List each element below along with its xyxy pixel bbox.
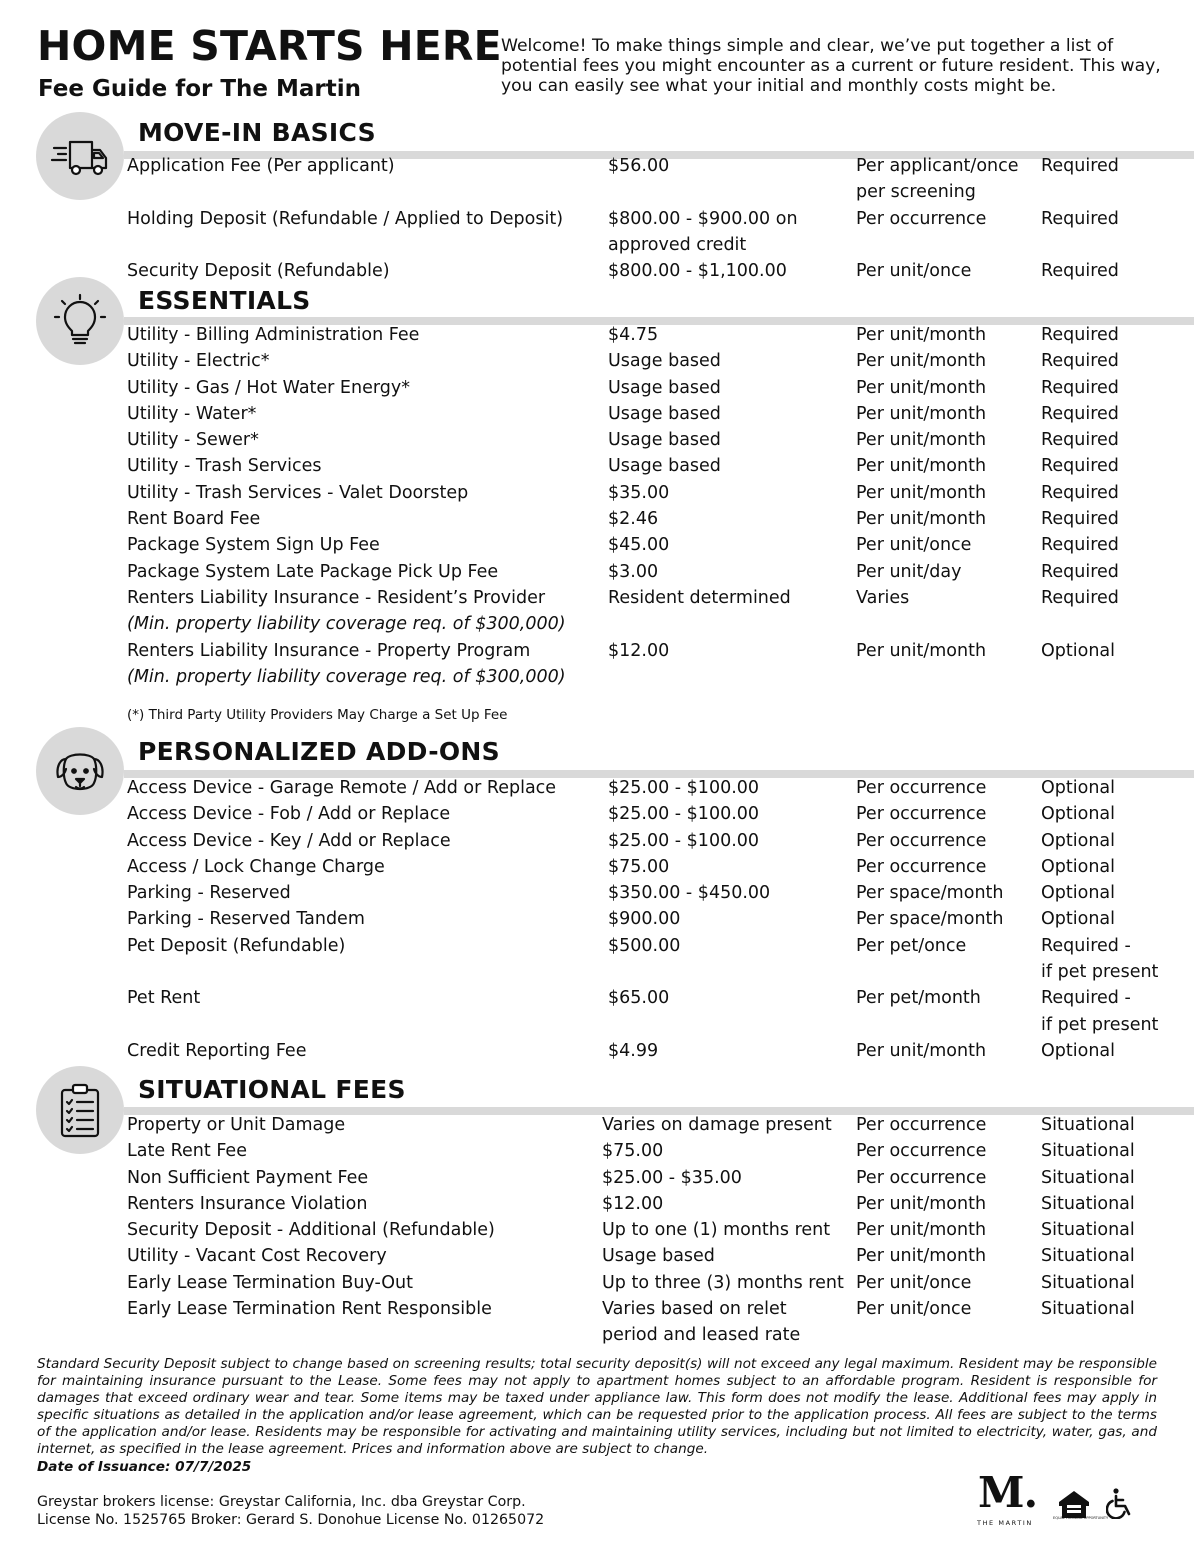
- fee-amount: $65.00: [608, 988, 670, 1009]
- fee-frequency: Per space/month: [856, 883, 1004, 904]
- fee-table-add-ons: [0, 775, 1194, 1064]
- fee-name: Renters Insurance Violation: [127, 1193, 368, 1214]
- fee-name: Utility - Gas / Hot Water Energy*: [127, 377, 410, 398]
- fee-note: (Min. property liability coverage req. of $300,000): [127, 614, 566, 635]
- fee-frequency: Per unit/once: [856, 535, 972, 556]
- table-row: [0, 1038, 1194, 1064]
- table-row: [0, 933, 1194, 986]
- table-row: [0, 401, 1194, 427]
- fee-table-essentials: [0, 322, 1194, 690]
- fee-requirement: Required: [1041, 587, 1119, 608]
- fee-frequency: Per unit/month: [856, 1220, 987, 1241]
- fee-name: Pet Rent: [127, 988, 201, 1009]
- fee-requirement: Optional: [1041, 856, 1115, 877]
- fee-name: Rent Board Fee: [127, 509, 261, 530]
- fee-name: Security Deposit - Additional (Refundable): [127, 1220, 495, 1241]
- fee-requirement: Required: [1041, 509, 1119, 530]
- table-row: [0, 1243, 1194, 1269]
- fee-requirement: Situational: [1041, 1141, 1135, 1162]
- fee-requirement: Required: [1041, 261, 1119, 282]
- fee-name: Holding Deposit (Refundable / Applied to Deposit): [127, 208, 564, 229]
- fee-name: Renters Liability Insurance - Resident’s Provider: [127, 587, 546, 608]
- fee-frequency: Per unit/month: [856, 482, 987, 503]
- fee-name: Property or Unit Damage: [127, 1115, 346, 1135]
- table-row: [0, 1217, 1194, 1243]
- fee-amount: $800.00 - $1,100.00: [608, 261, 787, 282]
- fee-name: Early Lease Termination Rent Responsible: [127, 1299, 492, 1320]
- fee-requirement: Required: [1041, 430, 1119, 451]
- fee-amount: $350.00 - $450.00: [608, 883, 771, 904]
- fee-requirement: Required: [1041, 156, 1119, 176]
- fee-requirement: Situational: [1041, 1193, 1135, 1214]
- fee-requirement: Required: [1041, 377, 1119, 398]
- fee-amount: Varies on damage present: [602, 1115, 832, 1135]
- table-row: [0, 506, 1194, 532]
- table-row: [0, 453, 1194, 479]
- fee-amount: $500.00: [608, 935, 681, 956]
- table-row: [0, 258, 1194, 284]
- fee-requirement: Required - if pet present: [1041, 935, 1159, 983]
- fee-frequency: Per occurrence: [856, 1141, 987, 1162]
- wheelchair-accessible-icon: [1106, 1487, 1136, 1519]
- issuance-date: Date of Issuance: 07/7/2025: [37, 1459, 252, 1475]
- table-row: [0, 532, 1194, 558]
- fee-amount: Usage based: [608, 456, 721, 477]
- page-subtitle: Fee Guide for The Martin: [38, 76, 362, 102]
- fee-requirement: Optional: [1041, 778, 1115, 798]
- fee-name: Application Fee (Per applicant): [127, 156, 395, 176]
- fee-name: Parking - Reserved: [127, 883, 291, 904]
- fee-table-situational: [0, 1112, 1194, 1349]
- fee-name: Utility - Sewer*: [127, 430, 259, 451]
- fee-amount: Usage based: [608, 403, 721, 424]
- fee-frequency: Per unit/month: [856, 509, 987, 530]
- fee-name: Early Lease Termination Buy-Out: [127, 1272, 413, 1293]
- fee-frequency: Per space/month: [856, 909, 1004, 930]
- table-row: [0, 375, 1194, 401]
- table-row: [0, 153, 1194, 206]
- fee-requirement: Optional: [1041, 830, 1115, 851]
- fee-amount: Resident determined: [608, 587, 791, 608]
- the-martin-logo: M.: [978, 1468, 1038, 1517]
- fee-amount: Usage based: [608, 430, 721, 451]
- the-martin-logo-caption: THE MARTIN: [977, 1519, 1033, 1527]
- fee-name: Package System Late Package Pick Up Fee: [127, 561, 499, 582]
- fee-amount: $800.00 - $900.00 on approved credit: [608, 208, 798, 255]
- fee-amount: $25.00 - $100.00: [608, 804, 760, 825]
- fee-frequency: Per unit/month: [856, 1193, 987, 1214]
- fee-frequency: Per unit/month: [856, 325, 987, 345]
- table-row: [0, 206, 1194, 259]
- legal-disclaimer: Standard Security Deposit subject to change based on screening results; total security deposit(s) will not exceed any legal maximum. Resident may be responsible for maintaining insurance pursuant to the Lease. Some fees may not apply to apartment homes subject to an affordable program. Resident is responsible for damages that exceed ordinary wear and tear. Some items may be taxed under appliance law. This form does not modify the lease. Additional fees may apply in specific situations as detailed in the application and/or lease agreement, which can be requested prior to the application process. All fees are subject to the terms of the application and/or lease. Residents may be responsible for activating and maintaining utility services, including but not limited to electricity, water, gas, and internet, as specified in the lease agreement. Prices and information above are subject to change.: [37, 1356, 1157, 1457]
- fee-amount: Up to three (3) months rent: [602, 1272, 844, 1293]
- section-title: SITUATIONAL FEES: [138, 1075, 406, 1104]
- table-row: [0, 427, 1194, 453]
- fee-name: Late Rent Fee: [127, 1141, 247, 1162]
- fee-amount: Varies based on relet period and leased rate: [602, 1299, 801, 1346]
- fee-requirement: Optional: [1041, 640, 1115, 661]
- fee-amount: $900.00: [608, 909, 681, 930]
- fee-name: Access / Lock Change Charge: [127, 856, 385, 877]
- table-row: [0, 880, 1194, 906]
- fee-frequency: Per unit/month: [856, 1246, 987, 1267]
- fee-frequency: Per unit/month: [856, 351, 987, 372]
- fee-name: Package System Sign Up Fee: [127, 535, 380, 556]
- table-row: [0, 854, 1194, 880]
- table-row: [0, 1296, 1194, 1349]
- table-row: [0, 585, 1194, 638]
- table-row: [0, 1112, 1194, 1138]
- fee-requirement: Required: [1041, 351, 1119, 372]
- fee-frequency: Per occurrence: [856, 856, 987, 877]
- fee-amount: $4.99: [608, 1040, 659, 1061]
- fee-name: Utility - Water*: [127, 403, 257, 424]
- fee-name: Utility - Trash Services - Valet Doorstep: [127, 482, 469, 503]
- fee-frequency: Per unit/month: [856, 403, 987, 424]
- fee-amount: $45.00: [608, 535, 670, 556]
- table-row: [0, 480, 1194, 506]
- fee-frequency: Per unit/month: [856, 456, 987, 477]
- fee-name: Utility - Trash Services: [127, 456, 322, 477]
- fee-frequency: Per unit/day: [856, 561, 962, 582]
- fee-name: Access Device - Key / Add or Replace: [127, 830, 451, 851]
- fee-frequency: Per unit/month: [856, 377, 987, 398]
- fee-requirement: Situational: [1041, 1167, 1135, 1188]
- fee-requirement: Required: [1041, 561, 1119, 582]
- fee-requirement: Situational: [1041, 1272, 1135, 1293]
- fee-requirement: Required: [1041, 208, 1119, 229]
- fee-frequency: Per unit/once: [856, 1272, 972, 1293]
- table-row: [0, 1270, 1194, 1296]
- table-row: [0, 1165, 1194, 1191]
- fee-name: Access Device - Garage Remote / Add or Replace: [127, 778, 557, 798]
- fee-amount: Usage based: [608, 351, 721, 372]
- fee-name: Renters Liability Insurance - Property Program: [127, 640, 531, 661]
- fee-amount: Usage based: [608, 377, 721, 398]
- fee-requirement: Required: [1041, 482, 1119, 503]
- intro-text: Welcome! To make things simple and clear, we’ve put together a list of potential fees you might encounter as a current or future resident. This way, you can easily see what your initial and monthly costs might be.: [501, 36, 1161, 96]
- fee-frequency: Per pet/month: [856, 988, 981, 1009]
- table-row: [0, 638, 1194, 691]
- fee-requirement: Required: [1041, 456, 1119, 477]
- table-row: [0, 322, 1194, 348]
- utility-footnote: (*) Third Party Utility Providers May Charge a Set Up Fee: [127, 707, 508, 723]
- fee-name: Credit Reporting Fee: [127, 1040, 307, 1061]
- fee-requirement: Required: [1041, 403, 1119, 424]
- section-title: ESSENTIALS: [138, 286, 311, 315]
- broker-license: Greystar brokers license: Greystar California, Inc. dba Greystar Corp. License No. 1525765 Broker: Gerard S. Donohue License No. 01265072: [37, 1494, 545, 1528]
- fee-requirement: Required: [1041, 535, 1119, 556]
- page-title: HOME STARTS HERE: [37, 22, 502, 70]
- fee-frequency: Per occurrence: [856, 804, 987, 825]
- fee-name: Utility - Electric*: [127, 351, 270, 372]
- equal-housing-caption: EQUAL HOUSING OPPORTUNITY: [1053, 1516, 1109, 1520]
- fee-frequency: Per applicant/once per screening: [856, 156, 1019, 203]
- fee-requirement: Situational: [1041, 1299, 1135, 1320]
- fee-frequency: Per unit/month: [856, 1040, 987, 1061]
- fee-name: Access Device - Fob / Add or Replace: [127, 804, 451, 825]
- fee-name: Pet Deposit (Refundable): [127, 935, 346, 956]
- fee-amount: $25.00 - $35.00: [602, 1167, 742, 1188]
- fee-frequency: Per occurrence: [856, 1115, 987, 1135]
- fee-frequency: Per unit/month: [856, 640, 987, 661]
- fee-frequency: Per unit/once: [856, 261, 972, 282]
- fee-requirement: Situational: [1041, 1246, 1135, 1267]
- table-row: [0, 1191, 1194, 1217]
- fee-name: Non Sufficient Payment Fee: [127, 1167, 369, 1188]
- fee-table-move-in: [0, 153, 1194, 284]
- fee-amount: $12.00: [602, 1193, 664, 1214]
- table-row: [0, 1138, 1194, 1164]
- fee-amount: Usage based: [602, 1246, 715, 1267]
- fee-frequency: Per occurrence: [856, 778, 987, 798]
- section-title: PERSONALIZED ADD-ONS: [138, 737, 500, 766]
- fee-name: Utility - Vacant Cost Recovery: [127, 1246, 387, 1267]
- fee-requirement: Optional: [1041, 804, 1115, 825]
- fee-amount: $3.00: [608, 561, 659, 582]
- fee-requirement: Optional: [1041, 883, 1115, 904]
- table-row: [0, 828, 1194, 854]
- fee-name: Utility - Billing Administration Fee: [127, 325, 420, 345]
- fee-frequency: Per occurrence: [856, 208, 987, 229]
- table-row: [0, 906, 1194, 932]
- fee-requirement: Optional: [1041, 909, 1115, 930]
- table-row: [0, 801, 1194, 827]
- fee-frequency: Varies: [856, 587, 910, 608]
- fee-amount: $56.00: [608, 156, 670, 176]
- fee-amount: $2.46: [608, 509, 659, 530]
- fee-amount: $25.00 - $100.00: [608, 830, 760, 851]
- fee-frequency: Per pet/once: [856, 935, 967, 956]
- section-title: MOVE-IN BASICS: [138, 118, 376, 147]
- fee-requirement: Required - if pet present: [1041, 988, 1159, 1035]
- fee-amount: $75.00: [602, 1141, 664, 1162]
- fee-amount: Up to one (1) months rent: [602, 1220, 831, 1241]
- table-row: [0, 348, 1194, 374]
- fee-name: Security Deposit (Refundable): [127, 261, 390, 282]
- fee-requirement: Optional: [1041, 1040, 1115, 1061]
- fee-amount: $75.00: [608, 856, 670, 877]
- fee-amount: $12.00: [608, 640, 670, 661]
- table-row: [0, 559, 1194, 585]
- fee-frequency: Per unit/once: [856, 1299, 972, 1320]
- fee-name: Parking - Reserved Tandem: [127, 909, 365, 930]
- table-row: [0, 985, 1194, 1038]
- fee-amount: $35.00: [608, 482, 670, 503]
- table-row: [0, 775, 1194, 801]
- fee-amount: $4.75: [608, 325, 659, 345]
- fee-note: (Min. property liability coverage req. of $300,000): [127, 666, 566, 687]
- fee-amount: $25.00 - $100.00: [608, 778, 760, 798]
- fee-requirement: Situational: [1041, 1220, 1135, 1241]
- fee-frequency: Per occurrence: [856, 830, 987, 851]
- fee-requirement: Situational: [1041, 1115, 1135, 1135]
- fee-frequency: Per unit/month: [856, 430, 987, 451]
- fee-requirement: Required: [1041, 325, 1119, 345]
- fee-frequency: Per occurrence: [856, 1167, 987, 1188]
